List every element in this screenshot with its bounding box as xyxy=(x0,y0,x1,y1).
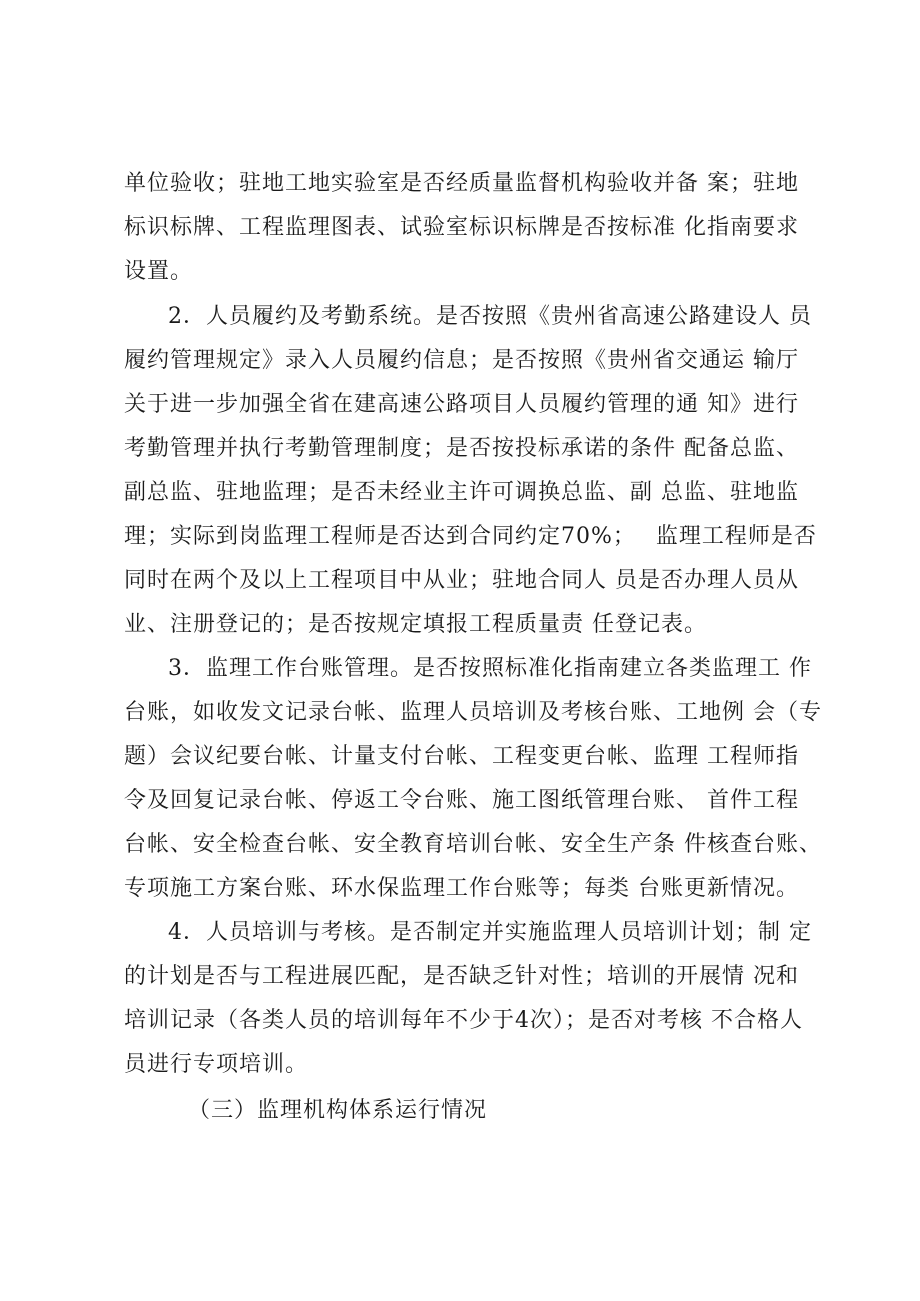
paragraph-line: 台账，如收发文记录台帐、监理人员培训及考核台账、工地例 会（专 xyxy=(124,700,822,725)
paragraph-line: 理；实际到岗监理工程师是否达到合同约定70%； 监理工程师是否 xyxy=(124,524,817,549)
paragraph-line: 台帐、安全检查台帐、安全教育培训台帐、安全生产条 件核查台账、 xyxy=(124,832,822,857)
paragraph-line: 3．监理工作台账管理。是否按照标准化指南建立各类监理工 作 xyxy=(168,656,812,681)
paragraph-line: 单位验收；驻地工地实验室是否经质量监督机构验收并备 案；驻地 xyxy=(124,171,799,196)
paragraph-line: 题）会议纪要台帐、计量支付台帐、工程变更台帐、监理 工程师指 xyxy=(124,744,799,769)
paragraph-line: 令及回复记录台帐、停返工令台账、施工图纸管理台账、 首件工程 xyxy=(124,788,799,813)
paragraph-line: 培训记录（各类人员的培训每年不少于4次）；是否对考核 不合格人 xyxy=(124,1008,803,1033)
paragraph-line: 副总监、驻地监理；是否未经业主许可调换总监、副 总监、驻地监 xyxy=(124,480,799,505)
paragraph-line: 考勤管理并执行考勤管理制度；是否按投标承诺的条件 配备总监、 xyxy=(124,436,799,461)
paragraph-line: 员进行专项培训。 xyxy=(124,1052,309,1077)
paragraph-line: 业、注册登记的；是否按规定填报工程质量责 任登记表。 xyxy=(124,612,707,637)
paragraph-line: 2．人员履约及考勤系统。是否按照《贵州省高速公路建设人 员 xyxy=(168,304,812,329)
paragraph-line: 专项施工方案台账、环水保监理工作台账等；每类 台账更新情况。 xyxy=(124,876,799,901)
paragraph-line: 标识标牌、工程监理图表、试验室标识标牌是否按标准 化指南要求 xyxy=(124,215,799,240)
paragraph-line: 关于进一步加强全省在建高速公路项目人员履约管理的通 知》进行 xyxy=(124,392,799,417)
paragraph-line: 履约管理规定》录入人员履约信息；是否按照《贵州省交通运 输厅 xyxy=(124,348,799,373)
paragraph-line: 同时在两个及以上工程项目中从业；驻地合同人 员是否办理人员从 xyxy=(124,568,799,593)
paragraph-line: 4．人员培训与考核。是否制定并实施监理人员培训计划；制 定 xyxy=(168,920,812,945)
paragraph-line: 设置。 xyxy=(124,259,194,284)
section-heading: （三）监理机构体系运行情况 xyxy=(188,1098,488,1123)
paragraph-line: 的计划是否与工程进展匹配，是否缺乏针对性；培训的开展情 况和 xyxy=(124,964,799,989)
